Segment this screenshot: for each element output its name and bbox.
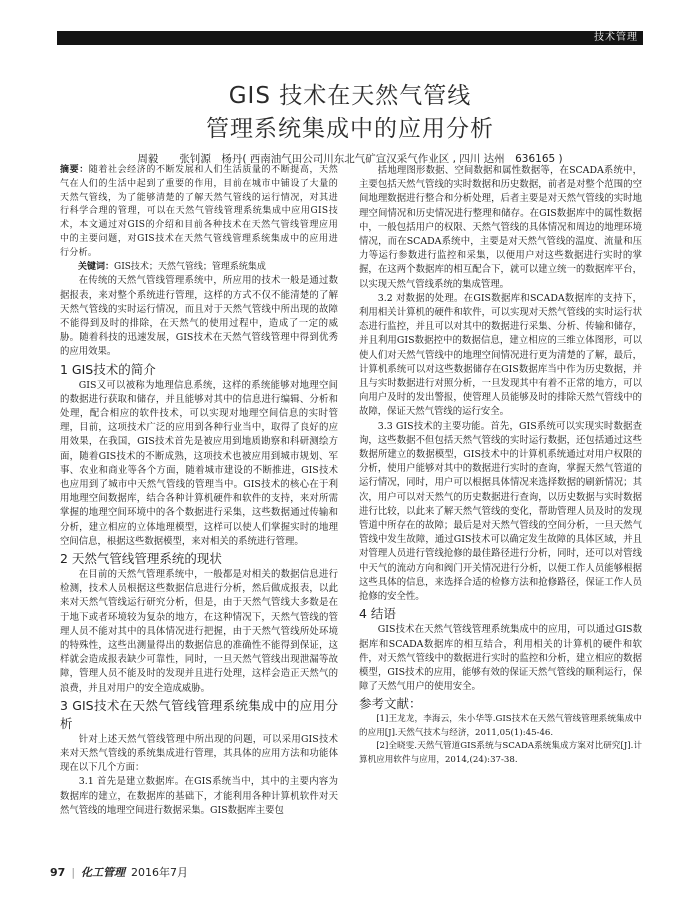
abstract-label: 摘要： xyxy=(60,165,89,175)
reference-2: [2]全晓雯.天然气管道GIS系统与SCADA系统集成方案对比研究[J].计算机应用软件与应用，2014,(24):37-38. xyxy=(359,741,642,765)
journal-name: 化工管理 xyxy=(81,866,126,879)
right-paragraph-2: 3.2 对数据的处理。在GIS数据库和SCADA数据库的支持下，利用相关计算机的硬件和软件，可以实现对天然气管线的实时运行状态进行监控，并且可以对其中的数据进行采集、分析、传输和储存，并且利用GIS数据控中的数据信息，建立相应的三维立体图形，可以使人们对天然气管线中的地理空间情况进行更为清楚的了解，最后，计算机系统可以对这些数据储存在GIS数据库当中作为历史数据，并且与实时数据进行对照分析，一旦发现其中有着不正常的地方，可以向用户及时的发出警报，使管理人员能够及时的排除天然气管线中的故障，保证天然气管线的运行安全。 xyxy=(359,292,642,418)
section-1-paragraph: GIS又可以被称为地理信息系统，这样的系统能够对地理空间的数据进行获取和储存，并且能够对其中的信息进行编辑、分析和处理，配合相应的软件技术，可以实现对地理空间信息的实时管理，目前，这项技术广泛的应用到各种行业当中，取得了良好的应用效果，在我国，GIS技术首先是被应用到地质勘察和科研测绘方面，随着GIS技术的不断成熟，这项技术也被应用到城市规划、军事、农业和商业等各个方面，随着城市建设的不断推进，GIS技术也应用到了城市中天然气管线的管理当中。GIS技术的核心在于利用地理空间数据库，结合各种计算机硬件和软件的支持，来对所需掌握的地理空间环境中的各个数据进行采集，这些数据通过传输和分析，建立相应的立体地理模型，这样可以使人们掌握实时的地理空间信息，根据这些数据模型，来对相关的系统进行管理。 xyxy=(60,379,338,547)
section-3-paragraph-1: 针对上述天然气管线管理中所出现的问题，可以采用GIS技术来对天然气管线的系统集成进行管理，其具体的应用方法和功能体现在以下几个方面： xyxy=(60,733,338,774)
section-2-paragraph: 在目前的天然气管理系统中，一般都是对相关的数据信息进行检测，技术人员根据这些数据信息进行分析，然后做成报表，以此来对天然气管线运行研究分析，但是，由于天然气管线大多数是在于地下或者环境较为复杂的地方，在这种情况下，天然气管线的管理人员不能对其中的具体情况进行把握，由于天然气管线所处环境的特殊性，这些出测量得出的数据信息的准确性不能得到保证，这样就会造成报表缺少可靠性，同时，一旦天然气管线出现泄漏等故障，管理人员不能及时的发现并且进行处理，这样会造正天然气的浪费，并且对用户的安全造成威胁。 xyxy=(60,569,338,694)
section-label: 技术管理 xyxy=(594,32,638,43)
page-number: 97 xyxy=(50,866,66,879)
references-heading: 参考文献： xyxy=(359,696,422,712)
section-1-heading: 1 GIS技术的简介 xyxy=(60,361,156,377)
title-line-2: 管理系统集成中的应用分析 xyxy=(206,116,494,142)
abstract xyxy=(60,164,338,261)
left-column xyxy=(60,164,338,818)
section-4-paragraph: GIS技术在天然气管线管理系统集成中的应用，可以通过GIS数据库和SCADA数据库的相互结合，利用相关的计算机的硬件和软件，对天然气管线中的数据进行实时的监控和分析，建立相应的数据模型，GIS技术的应用，能够有效的保证天然气管线的顺利运行，保障了天然气用户的使用安全。 xyxy=(359,624,642,693)
section-3-heading: 3 GIS技术在天然气管线管理系统集成中的应用分析 xyxy=(60,697,338,731)
right-column xyxy=(359,164,642,767)
intro-paragraph: 在传统的天然气管线管理系统中，所应用的技术一般是通过数据报表，来对整个系统进行管理，这样的方式不仅不能清楚的了解天然气管线的实时运行情况，而且对于天然气管线中所出现的故障不能得到及时的排除，在天然气的使用过程中，造成了一定的威胁。随着科技的迅速发展，GIS技术在天然气管线管理中得到优秀的应用效果。 xyxy=(60,275,338,358)
section-2-heading: 2 天然气管线管理系统的现状 xyxy=(60,551,222,567)
section-3-paragraph-2: 3.1 首先是建立数据库。在GIS系统当中，其中的主要内容为数据库的建立，在数据库的基础下，才能利用各种计算机软件对天然气管线的地理空间进行数据采集。GIS数据库主要包 xyxy=(60,776,338,816)
abstract-text: 随着社会经济的不断发展和人们生活质量的不断提高，天然气在人们的生活中起到了重要的作用，目前在城市中铺设了大量的天然气管线，为了能够清楚的了解天然气管线的运行情况，对其进行科学合理的管理，可以在天然气管线管理系统集成中应用GIS技术，本文通过对GIS的介绍和目前各种技术在天然气管线管理应用中的主要问题，对GIS技术在天然气管线管理系统集成中的应用进行分析。 xyxy=(60,165,338,258)
title-line-1: GIS 技术在天然气管线 xyxy=(228,83,472,109)
footer: 97 | 化工管理 2016年7月 xyxy=(50,866,189,879)
right-paragraph-1: 括地理图形数据、空间数据和属性数据等，在SCADA系统中，主要包括天然气管线的实时数据和历史数据，前者是对整个范围的空间地理数据进行整合和分析处理，后者主要是对天然气管线的实时地理空间情况和历史情况进行整理和储存。在GIS数据库中的属性数据中，一般包括用户的权限、天然气管线的具体情况和周边的地理环境情况，而在SCADA系统中，主要是对天然气管线的温度、流量和压力等运行参数进行监控和采集，以便用户对这些数据进行实时的掌握，在这两个数据库的相互配合下，就可以建立统一的数据库平台，以实现天然气管线系统的集成管理。 xyxy=(359,165,642,290)
authors: 周毅 张钊源 杨丹( 西南油气田公司川东北气矿宣汉采气作业区 , 四川 达州 636165 ) xyxy=(137,153,563,165)
reference-1: [1]王龙龙，李海云，朱小华等.GIS技术在天然气管线管理系统集成中的应用[J].天然气技术与经济，2011,05(1):45-46. xyxy=(359,714,642,738)
keywords-text: GIS技术；天然气管线；管理系统集成 xyxy=(114,261,266,272)
right-paragraph-3: 3.3 GIS技术的主要功能。首先，GIS系统可以实现实时数据查询，这些数据不但包括天然气管线的实时运行数据，还包括通过这些数据所建立的数据模型，GIS技术中的计算机系统通过对用户权限的分析，使用户能够对其中的数据进行实时的查询，掌握天然气管道的运行情况，同时，用户可以根据具体情况来选择数据的刷新情况；其次，用户可以对天然气的历史数据进行查询，以历史数据与实时数据进行比较，以此来了解天然气管线的变化，帮助管理人员及时的发现管道中所存在的故障；最后是对天然气管线的空间分析，一旦天然气管线中发生故障，通过GIS技术可以确定发生故障的具体区域，并且对管理人员进行管线抢修的最佳路径进行分析，同时，还可以对管线中天气的流动方向和阀门开关情况进行分析，以便工作人员能够根据这些具体的信息，来选择合适的检修方法和抢修路径，保证工作人员抢修的安全性。 xyxy=(359,420,642,603)
header-bar-left xyxy=(57,31,390,45)
keywords-label: 关键词： xyxy=(78,261,115,272)
issue-date: 2016年7月 xyxy=(131,866,189,879)
section-4-heading: 4 结语 xyxy=(359,606,396,622)
keywords xyxy=(60,261,338,275)
